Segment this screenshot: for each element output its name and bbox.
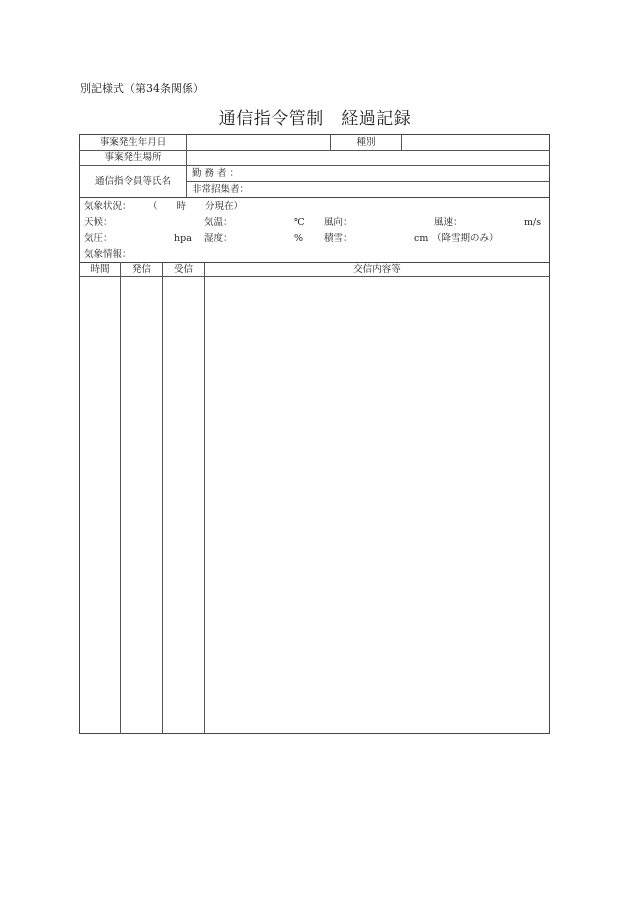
row-divider [186,181,550,182]
snow-label: 積雪： [324,233,353,244]
column-divider [401,134,402,150]
dispatcher-name-label: 通信指令員等氏名 [94,176,171,187]
pressure-unit: hpa [174,233,192,244]
column-divider [186,134,187,197]
log-sender-column[interactable] [121,277,162,733]
wind-speed-label: 風速： [434,217,463,228]
pressure-label: 気圧： [84,233,113,244]
temperature-label: 気温： [204,217,233,228]
col-header-receiver: 受信 [173,264,193,275]
log-time-column[interactable] [80,277,120,733]
temperature-unit: ℃ [294,217,305,228]
incident-location-label: 事案発生場所 [104,152,162,163]
on-duty-label: 勤 務 者 ： [192,168,240,179]
incident-type-label: 種別 [356,137,376,148]
incident-datetime-label: 事案発生年月日 [99,137,167,148]
snow-unit: cm [414,233,429,244]
row-divider [79,150,550,151]
weather-info-label: 気象情報： [84,249,132,260]
log-content-column[interactable] [205,277,549,733]
col-header-time: 時間 [90,264,110,275]
emergency-call-label: 非常招集者： [192,184,250,195]
weather-status-time: （ 時 分現在） [148,201,244,212]
log-receiver-column[interactable] [163,277,204,733]
wind-direction-label: 風向： [324,217,353,228]
sky-label: 天候： [84,217,113,228]
row-divider [79,165,550,166]
snow-note: （降雪期のみ） [432,233,499,244]
col-header-sender: 発信 [131,264,151,275]
humidity-label: 湿度： [204,233,233,244]
col-header-content: 交信内容等 [353,264,401,275]
humidity-unit: % [294,233,304,244]
section-divider [79,197,550,198]
form-reference: 別記様式（第34条関係） [80,82,204,95]
section-divider [79,262,550,263]
page-title: 通信指令管制 経過記録 [218,109,412,129]
weather-status-label: 気象状況： [84,201,132,212]
wind-speed-unit: m/s [524,217,542,228]
